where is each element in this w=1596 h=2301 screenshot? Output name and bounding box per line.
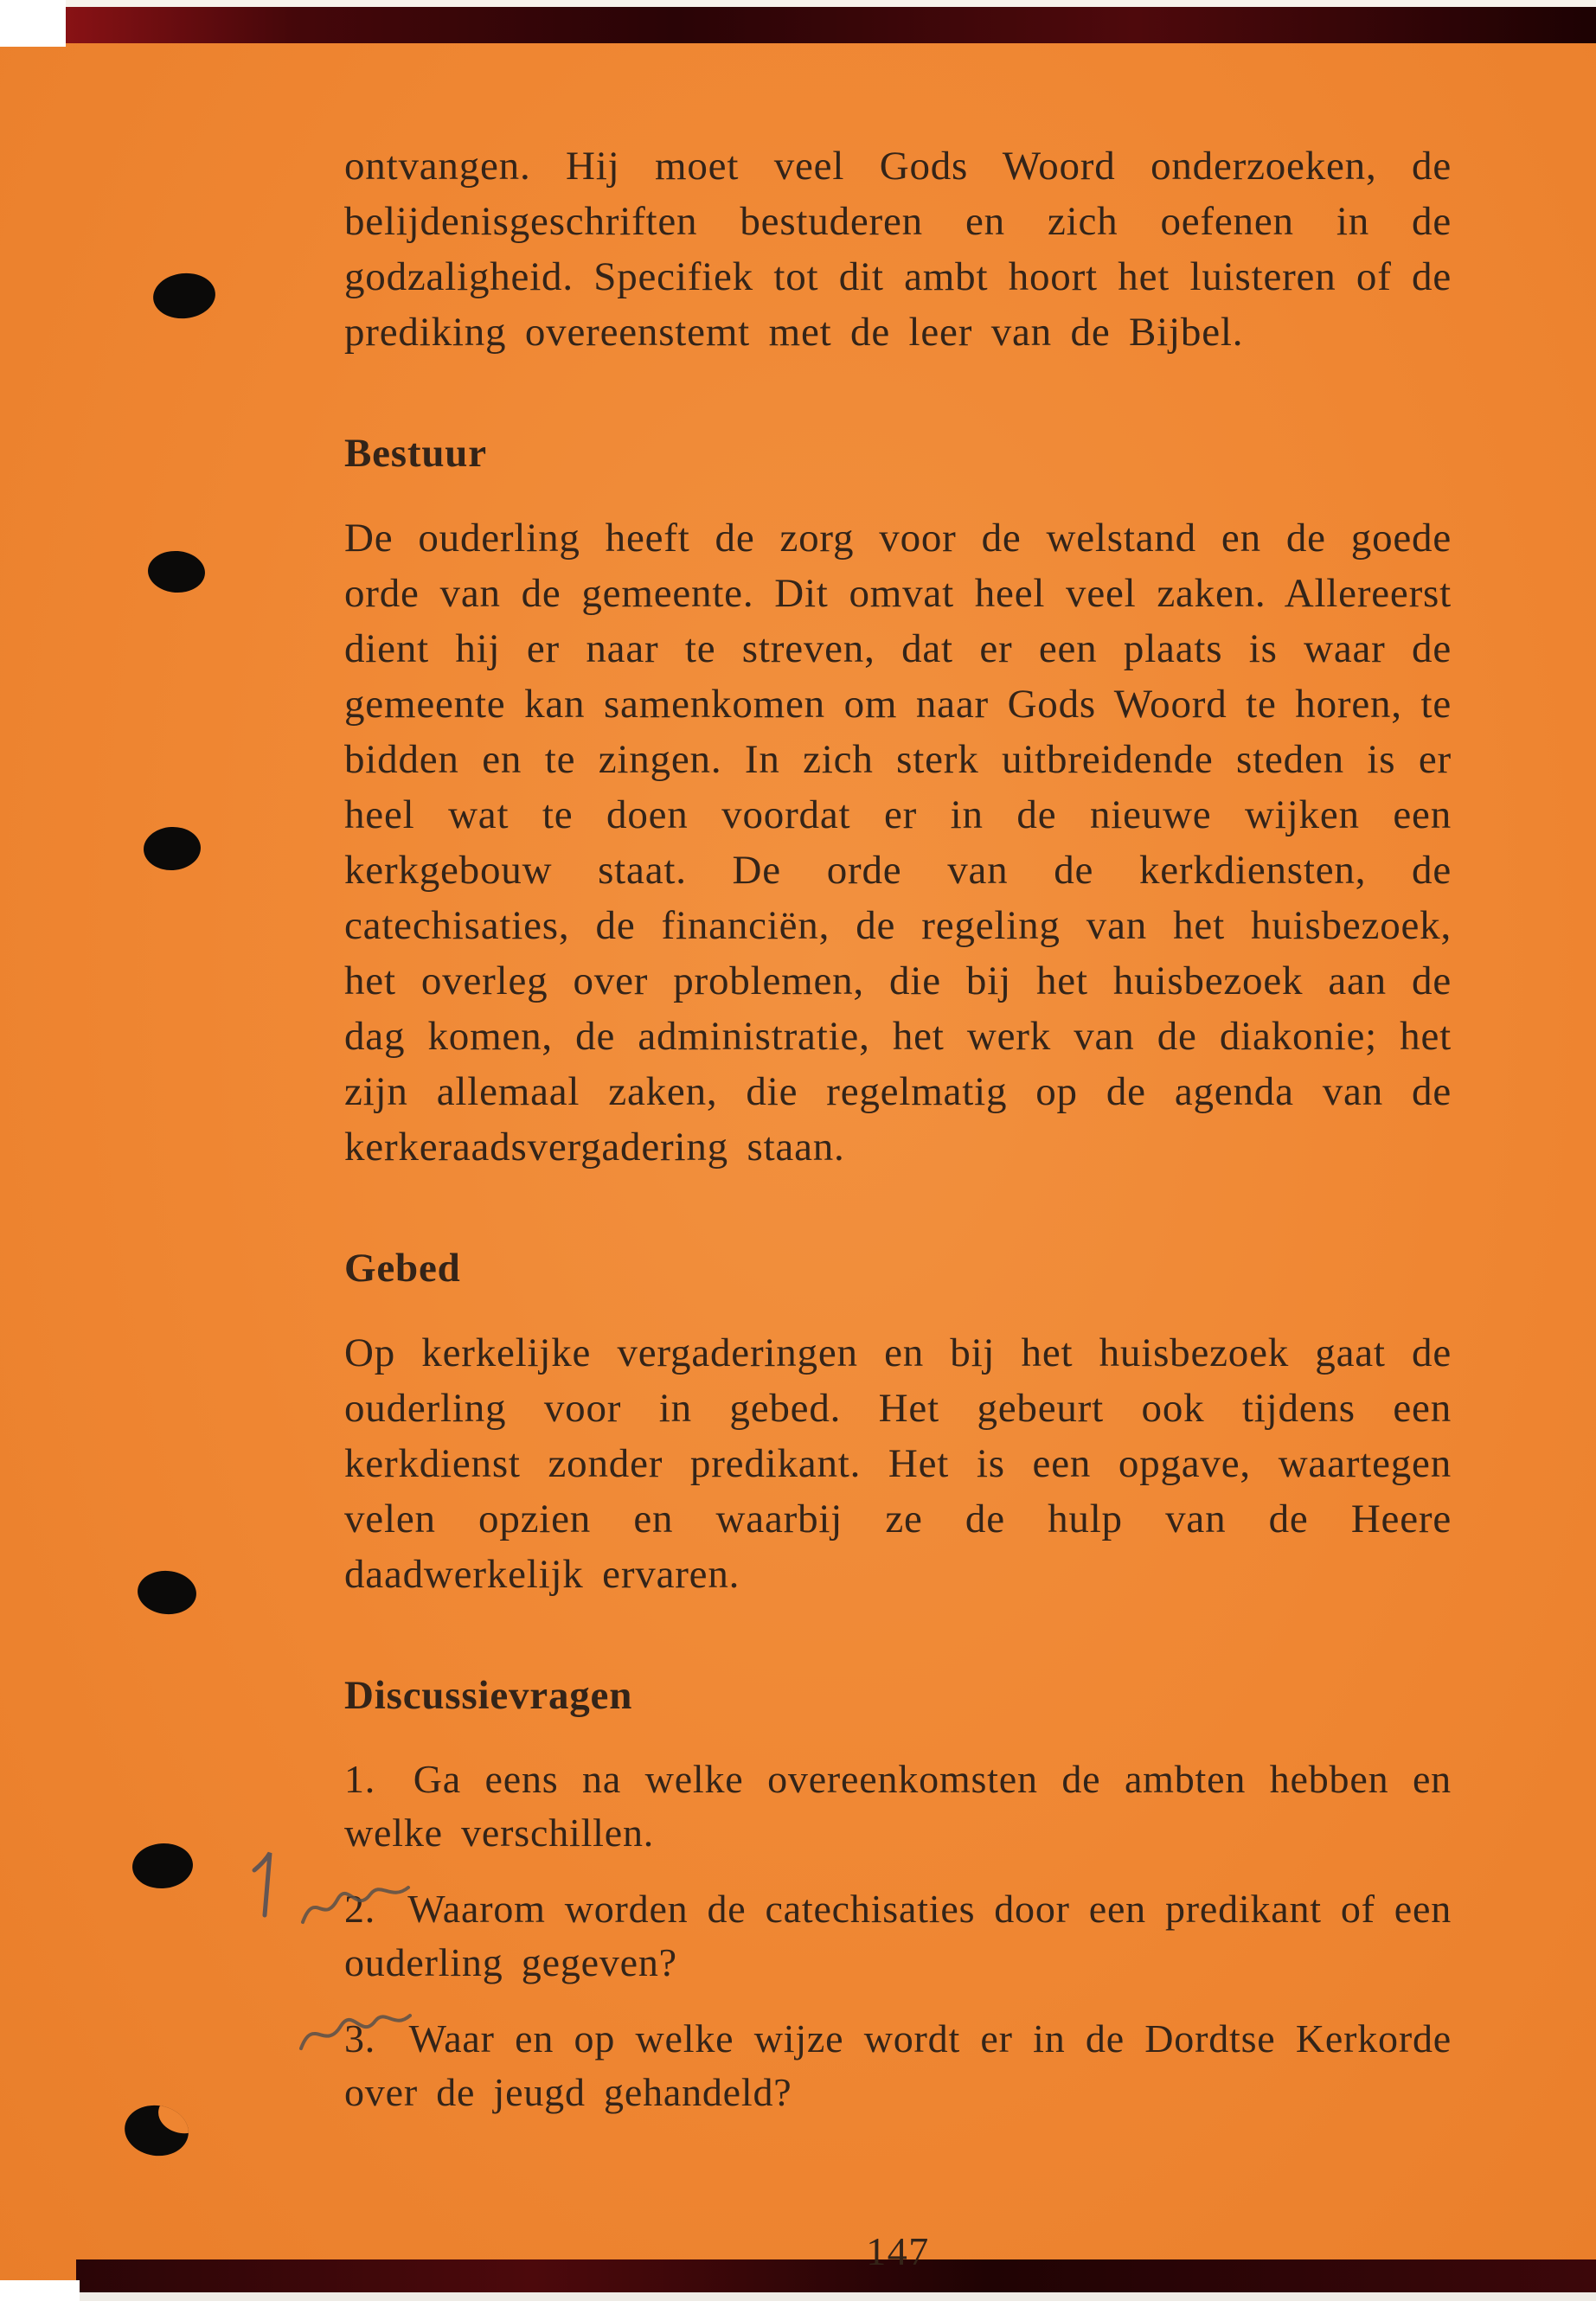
- scan-corner-top-left: [0, 0, 66, 47]
- discussion-question-1: [344, 1753, 1452, 1860]
- question-number: [344, 1882, 375, 1936]
- handwritten-margin-mark: [247, 1848, 285, 1926]
- section-heading-gebed: Gebed: [344, 1246, 461, 1291]
- question-number-text: 2.: [344, 1887, 376, 1931]
- page-text-block: [344, 138, 1452, 2142]
- discussion-question-2: [344, 1882, 1452, 1990]
- question-text: Waarom worden de catechisaties door een predikant of een ouderling gegeven?: [344, 1887, 1452, 1984]
- discussion-question-3: [344, 2012, 1452, 2119]
- scan-edge-bottom: [76, 2292, 1596, 2301]
- section-body-bestuur: De ouderling heeft de zorg voor de welstand en de goede orde van de gemeente. Dit omvat heel veel zaken. Allereerst dient hij er naar te streven, dat er een plaats is waar de gemeente kan samenkomen om naar Gods Woord te horen, te bidden en te zingen. In zich sterk uitbreidende steden is er heel wat te doen voordat er in de nieuwe wijken een kerkgebouw staat. De orde van de kerkdiensten, de catechisaties, de financiën, de regeling van het huisbezoek, het overleg over problemen, die bij het huisbezoek aan de dag komen, de administratie, het werk van de diakonie; het zijn allemaal zaken, die regelmatig op de agenda van de kerkeraadsvergadering staan.: [344, 516, 1452, 1170]
- question-number-text: 3.: [344, 2016, 376, 2061]
- section-body-gebed: Op kerkelijke vergaderingen en bij het huisbezoek gaat de ouderling voor in gebed. Het gebeurt ook tijdens een kerkdienst zonder predikant. Het is een opgave, waartegen velen opzien en waarbij ze de hulp van de Heere daadwerkelijk ervaren.: [344, 1330, 1452, 1597]
- page-number: 147: [866, 2229, 930, 2273]
- question-number-text: 1.: [344, 1757, 376, 1801]
- scan-dark-strip-top: [62, 7, 1596, 43]
- section-heading-bestuur: Bestuur: [344, 431, 487, 476]
- question-number: [344, 1753, 375, 1806]
- section-heading-discussievragen: Discussievragen: [344, 1673, 633, 1718]
- scan-corner-bottom-left: [0, 2280, 80, 2301]
- paragraph-continuation: ontvangen. Hij moet veel Gods Woord onderzoeken, de belijdenisgeschriften bestuderen en zich oefenen in de godzaligheid. Specifiek tot dit ambt hoort het luisteren of de prediking overeenstemt met de leer van de Bijbel.: [344, 144, 1452, 355]
- question-number: [344, 2012, 375, 2066]
- question-text: Waar en op welke wijze wordt er in de Dordtse Kerkorde over de jeugd gehandeld?: [344, 2016, 1452, 2114]
- question-text: Ga eens na welke overeenkomsten de ambten hebben en welke verschillen.: [344, 1757, 1452, 1855]
